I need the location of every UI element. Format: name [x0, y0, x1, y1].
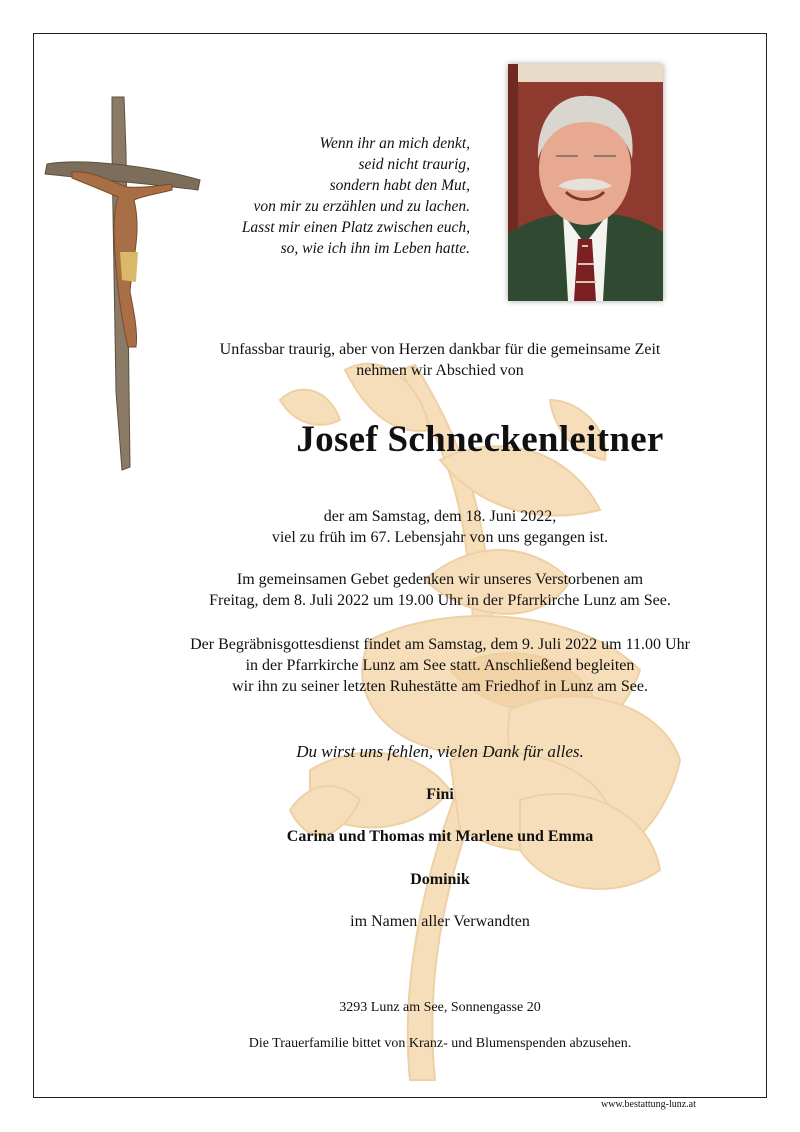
- death-line: der am Samstag, dem 18. Juni 2022,: [323, 508, 557, 525]
- website-link[interactable]: www.bestattung-lunz.at: [601, 1099, 696, 1110]
- address-text: 3293 Lunz am See, Sonnengasse 20: [339, 1000, 541, 1015]
- funeral-line: Der Begräbnisgottesdienst findet am Samstag, dem 9. Juli 2022 um 11.00 Uhr: [190, 636, 690, 653]
- poem: [130, 133, 470, 259]
- mourner-name: Carina und Thomas mit Marlene und Emma: [286, 828, 594, 845]
- death-line: viel zu früh im 67. Lebensjahr von uns gegangen ist.: [271, 529, 609, 546]
- death-text: [100, 506, 780, 548]
- poem-line: Lasst mir einen Platz zwischen euch,: [241, 219, 470, 236]
- funeral-text: [100, 634, 780, 697]
- intro-text: [100, 339, 780, 381]
- poem-line: seid nicht traurig,: [358, 156, 470, 173]
- funeral-line: wir ihn zu seiner letzten Ruhestätte am Friedhof in Lunz am See.: [232, 678, 648, 695]
- portrait-photo: [508, 64, 663, 301]
- poem-line: von mir zu erzählen und zu lachen.: [253, 198, 470, 215]
- poem-line: sondern habt den Mut,: [329, 177, 470, 194]
- poem-line: Wenn ihr an mich denkt,: [319, 135, 470, 152]
- mourner-name: Fini: [426, 786, 454, 803]
- prayer-line: Freitag, dem 8. Juli 2022 um 19.00 Uhr in der Pfarrkirche Lunz am See.: [209, 592, 671, 609]
- intro-line: nehmen wir Abschied von: [356, 362, 524, 379]
- mourner-name: Dominik: [410, 871, 470, 888]
- poem-line: so, wie ich ihn im Leben hatte.: [280, 240, 470, 257]
- donation-note: Die Trauerfamilie bittet von Kranz- und Blumenspenden abzusehen.: [248, 1036, 632, 1051]
- farewell-text: Du wirst uns fehlen, vielen Dank für alles.: [296, 742, 584, 761]
- prayer-text: [100, 569, 780, 611]
- deceased-name: Josef Schneckenleitner: [296, 419, 664, 460]
- relatives-text: im Namen aller Verwandten: [350, 913, 530, 930]
- prayer-line: Im gemeinsamen Gebet gedenken wir unseres Verstorbenen am: [236, 571, 644, 588]
- funeral-line: in der Pfarrkirche Lunz am See statt. Anschließend begleiten: [245, 657, 635, 674]
- intro-line: Unfassbar traurig, aber von Herzen dankbar für die gemeinsame Zeit: [219, 341, 661, 358]
